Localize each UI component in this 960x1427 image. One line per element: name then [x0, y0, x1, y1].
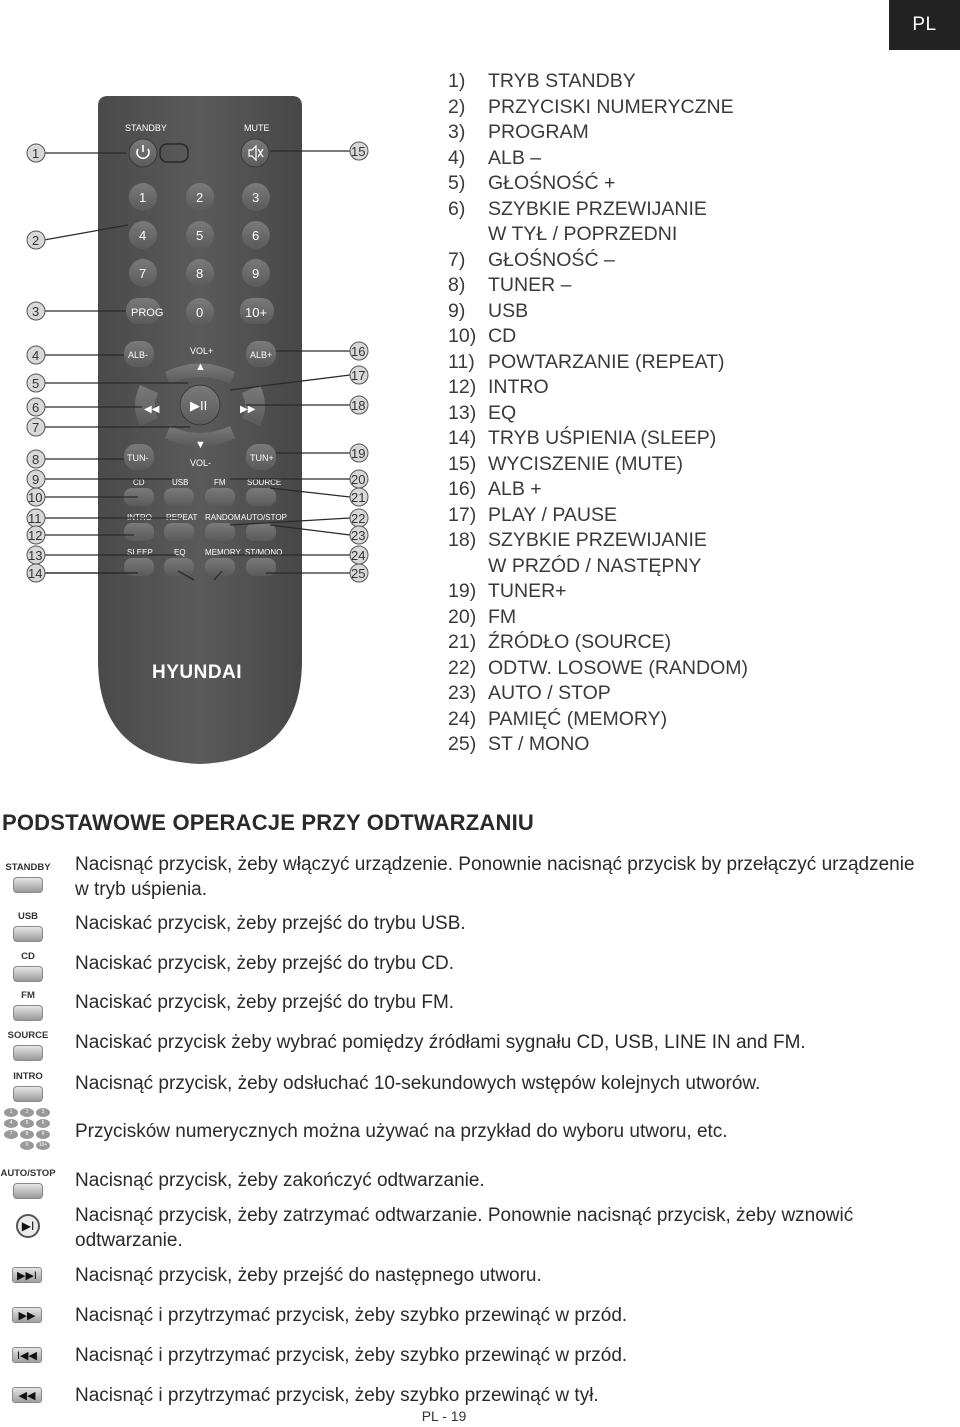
svg-text:22: 22	[351, 511, 366, 526]
remote-illustration	[0, 60, 430, 780]
svg-text:EQ: EQ	[174, 548, 186, 557]
svg-text:3: 3	[252, 190, 260, 205]
legend-item: 1) TRYB STANDBY	[448, 70, 636, 92]
svg-text:7: 7	[139, 266, 147, 281]
legend-item: 23) AUTO / STOP	[448, 682, 611, 704]
vol-up-icon: ▲	[195, 361, 206, 373]
svg-text:10+: 10+	[245, 305, 268, 320]
legend-item: W TYŁ / POPRZEDNI	[488, 223, 678, 245]
svg-text:25: 25	[351, 566, 366, 581]
op-rew-text: Nacisnąć i przytrzymać przycisk, żeby szybko przewinąć w tył.	[75, 1385, 599, 1406]
svg-text:0: 0	[196, 305, 204, 320]
language-tab: PL	[889, 0, 960, 50]
op-numeric-text: Przycisków numerycznych można używać na przykład do wyboru utworu, etc.	[75, 1121, 728, 1142]
next-icon: ▶▶	[240, 404, 256, 415]
svg-text:9: 9	[32, 472, 40, 487]
op-next-text: Nacisnąć przycisk, żeby przejść do następnego utworu.	[75, 1265, 542, 1286]
svg-text:SOURCE: SOURCE	[247, 478, 282, 487]
op-intro-text: Nacisnąć przycisk, żeby odsłuchać 10-sekundowych wstępów kolejnych utworów.	[75, 1073, 761, 1094]
fast-forward-icon: ▶▶	[12, 1307, 42, 1323]
svg-text:12: 12	[28, 528, 43, 543]
op-playpause-text: Nacisnąć przycisk, żeby zatrzymać odtwarzanie. Ponownie nacisnąć przycisk, żeby wznowić odtwarzanie.	[75, 1205, 854, 1251]
svg-text:13: 13	[28, 548, 43, 563]
brand-logo: HYUNDAI	[152, 662, 243, 683]
legend-item: 6) SZYBKIE PRZEWIJANIE	[448, 197, 707, 220]
svg-text:ST/MONO: ST/MONO	[245, 548, 283, 557]
legend-item: 12) INTRO	[448, 376, 549, 398]
standby-button-icon: STANDBY	[0, 862, 56, 893]
svg-text:CD: CD	[133, 478, 145, 487]
mute-label: MUTE	[244, 123, 270, 133]
legend-item: 2) PRZYCISKI NUMERYCZNE	[448, 95, 734, 118]
button-legend	[448, 69, 868, 758]
svg-text:4: 4	[32, 348, 40, 363]
op-standby-text: Nacisnąć przycisk, żeby włączyć urządzenie. Ponownie nacisnąć przycisk by przełączyć urządzenie w tryb uśpienia.	[75, 854, 915, 900]
svg-text:2: 2	[196, 190, 204, 205]
play-pause-icon: ▶II	[190, 398, 208, 413]
legend-item: 5) GŁOŚNOŚĆ +	[448, 172, 616, 194]
svg-text:ALB-: ALB-	[128, 350, 149, 360]
op-fm-text: Naciskać przycisk, żeby przejść do trybu FM.	[75, 992, 455, 1013]
legend-item: 8) TUNER –	[448, 274, 572, 296]
svg-text:5: 5	[196, 228, 204, 243]
svg-text:ALB+: ALB+	[250, 350, 273, 360]
prev-icon: ◀◀	[144, 404, 160, 415]
svg-text:RANDOM: RANDOM	[205, 513, 241, 522]
legend-item: 3) PROGRAM	[448, 121, 589, 143]
legend-item: 9) USB	[448, 299, 529, 322]
legend-item: 18) SZYBKIE PRZEWIJANIE	[448, 529, 707, 551]
op-autostop-text: Nacisnąć przycisk, żeby zakończyć odtwarzanie.	[75, 1170, 485, 1191]
svg-text:21: 21	[351, 490, 366, 505]
svg-text:10: 10	[28, 490, 43, 505]
remote-svg	[0, 60, 430, 780]
svg-text:6: 6	[252, 228, 260, 243]
mute-button	[241, 139, 269, 167]
section-title: PODSTAWOWE OPERACJE PRZY ODTWARZANIU	[2, 810, 534, 835]
svg-text:24: 24	[351, 548, 366, 563]
op-source-text: Naciskać przycisk żeby wybrać pomiędzy źródłami sygnału CD, USB, LINE IN and FM.	[75, 1032, 806, 1053]
legend-item: 4) ALB –	[448, 146, 542, 169]
standby-button	[129, 139, 157, 167]
page-footer: PL - 19	[421, 1408, 467, 1424]
intro-button-icon: INTRO	[0, 1071, 56, 1102]
svg-text:20: 20	[351, 472, 366, 487]
cd-button-icon: CD	[0, 951, 56, 982]
legend-item: 13) EQ	[448, 401, 517, 424]
svg-text:11: 11	[28, 511, 42, 526]
svg-text:1: 1	[32, 146, 40, 161]
legend-item: 11) POWTARZANIE (REPEAT)	[448, 350, 725, 373]
svg-text:8: 8	[196, 266, 204, 281]
vol-down-icon: ▼	[195, 439, 206, 451]
legend-item: 21) ŹRÓDŁO (SOURCE)	[448, 631, 672, 653]
svg-text:VOL+: VOL+	[190, 346, 214, 356]
svg-text:16: 16	[351, 344, 366, 359]
svg-text:5: 5	[32, 376, 40, 391]
op-cd-text: Naciskać przycisk, żeby przejść do trybu CD.	[75, 953, 455, 974]
previous-track-icon: I◀◀	[12, 1347, 42, 1363]
svg-text:MEMORY: MEMORY	[205, 548, 241, 557]
op-ffwd-text: Nacisnąć i przytrzymać przycisk, żeby szybko przewinąć w przód.	[75, 1305, 628, 1326]
svg-text:17: 17	[351, 368, 366, 383]
standby-label: STANDBY	[125, 123, 167, 133]
source-button-icon: SOURCE	[0, 1030, 56, 1061]
autostop-button-icon: AUTO/STOP	[0, 1168, 56, 1199]
fm-button-icon: FM	[0, 990, 56, 1021]
svg-text:VOL-: VOL-	[190, 458, 212, 468]
usb-button-icon: USB	[0, 911, 56, 942]
svg-text:REPEAT: REPEAT	[166, 513, 198, 522]
legend-item: 17) PLAY / PAUSE	[448, 503, 617, 526]
rewind-icon: ◀◀	[12, 1387, 42, 1403]
svg-text:4: 4	[139, 228, 147, 243]
svg-text:9: 9	[252, 266, 260, 281]
svg-text:FM: FM	[214, 478, 226, 487]
svg-text:TUN-: TUN-	[127, 453, 149, 463]
legend-item: 7) GŁOŚNOŚĆ –	[448, 248, 615, 271]
svg-text:8: 8	[32, 452, 40, 467]
svg-text:19: 19	[351, 446, 366, 461]
play-pause-icon: ▶I	[16, 1214, 40, 1238]
next-track-icon: ▶▶I	[12, 1267, 42, 1283]
svg-text:USB: USB	[172, 478, 189, 487]
legend-item: 10) CD	[448, 325, 517, 347]
legend-item: 20) FM	[448, 605, 517, 628]
svg-text:14: 14	[28, 566, 43, 581]
svg-text:SLEEP: SLEEP	[127, 548, 153, 557]
legend-item: 25) ST / MONO	[448, 733, 590, 755]
legend-item: 14) TRYB UŚPIENIA (SLEEP)	[448, 427, 717, 449]
legend-item: 19) TUNER+	[448, 580, 567, 602]
svg-text:23: 23	[351, 528, 366, 543]
legend-item: 22) ODTW. LOSOWE (RANDOM)	[448, 656, 748, 679]
svg-text:18: 18	[351, 398, 366, 413]
svg-text:15: 15	[351, 144, 366, 159]
svg-text:7: 7	[32, 420, 40, 435]
svg-text:AUTO/STOP: AUTO/STOP	[241, 513, 287, 522]
numeric-keypad-icon: 1 2 3 4 5 6 7 8 9 0 10+	[4, 1108, 54, 1150]
svg-text:1: 1	[139, 190, 147, 205]
svg-text:TUN+: TUN+	[250, 453, 274, 463]
legend-item: 24) PAMIĘĆ (MEMORY)	[448, 707, 668, 730]
svg-text:3: 3	[32, 304, 40, 319]
op-prev-text: Nacisnąć i przytrzymać przycisk, żeby szybko przewinąć w przód.	[75, 1345, 628, 1366]
svg-text:6: 6	[32, 400, 40, 415]
legend-item: 15) WYCISZENIE (MUTE)	[448, 452, 683, 475]
svg-text:PROG: PROG	[131, 307, 164, 319]
svg-text:INTRO: INTRO	[127, 513, 152, 522]
legend-item: 16) ALB +	[448, 478, 542, 500]
svg-text:2: 2	[32, 233, 40, 248]
op-usb-text: Naciskać przycisk, żeby przejść do trybu USB.	[75, 913, 466, 934]
legend-item: W PRZÓD / NASTĘPNY	[488, 554, 702, 577]
